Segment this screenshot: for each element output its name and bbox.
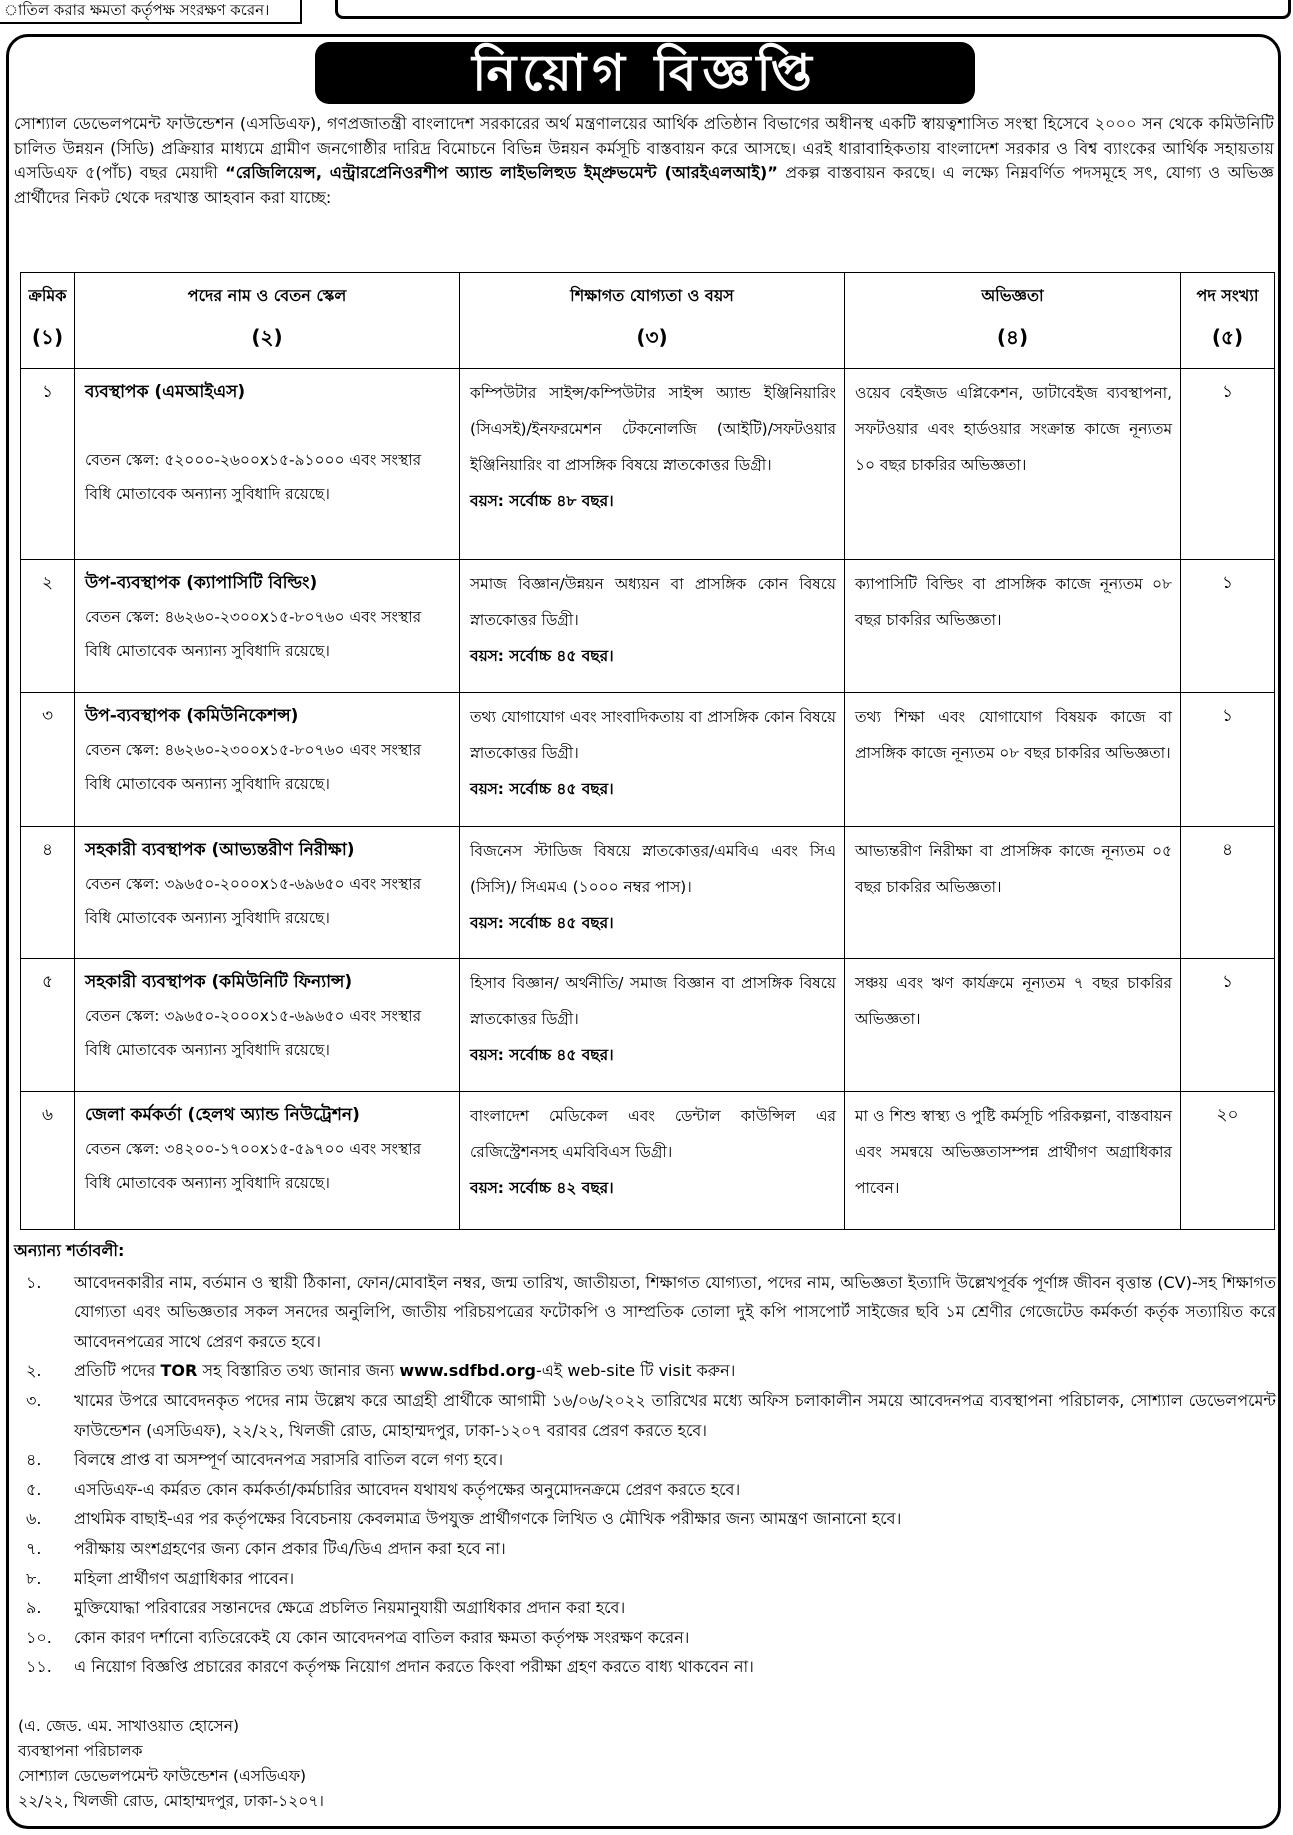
list-item: ৬. প্রাথমিক বাছাই-এর পর কর্তৃপক্ষের বিবেচনায় কেবলমাত্র উপযুক্ত প্রার্থীগণকে লিখিত ও মৌখিক পরীক্ষার জন্য আমন্ত্রণ জানানো হবে। [26,1509,902,1529]
row-post-count: ৪ [1181,826,1275,959]
post-name: ব্যবস্থাপক (এমআইএস) [85,382,246,402]
row-post-cell [75,826,460,959]
row-experience: ওয়েব বেইজড এপ্লিকেশন, ডাটাবেইজ ব্যবস্থাপনা, সফটওয়ার এবং হার্ডওয়ার সংক্রান্ত কাজে নূন্যতম ১০ বছর চাকরির অভিজ্ঞতা। [845,369,1181,560]
pay-scale: বেতন স্কেল: ৩৯৬৫০-২০০০x১৫-৬৯৬৫০ এবং সংস্থার বিধি মোতাবেক অন্যান্য সুবিধাদি রয়েছে। [85,1007,422,1060]
row-experience: সঞ্চয় এবং ঋণ কার্যক্রমে নূন্যতম ৭ বছর চাকরির অভিজ্ঞতা। [845,959,1181,1092]
jobs-table [20,272,1275,1230]
row-serial: ৪ [21,826,75,959]
row-education-cell [460,826,845,959]
clipped-notice-text: াতিল করার ক্ষমতা কর্তৃপক্ষ সংরক্ষণ করেন। [4,1,270,19]
pay-scale: বেতন স্কেল: ৪৬২৬০-২৩০০x১৫-৮০৭৬০ এবং সংস্থার বিধি মোতাবেক অন্যান্য সুবিধাদি রয়েছে। [85,740,422,793]
age-limit: বয়স: সর্বোচ্চ ৪৫ বছর। [470,779,614,798]
list-item: ৫. এসডিএফ-এ কর্মরত কোন কর্মকর্তা/কর্মচারির আবেদন যথাযথ কর্তৃপক্ষের অনুমোদনক্রমে প্রেরণ করতে হবে। [26,1479,741,1499]
list-item: ৪. বিলম্বে প্রাপ্ত বা অসম্পূর্ণ আবেদনপত্র সরাসরি বাতিল বলে গণ্য হবে। [26,1450,504,1470]
list-item: ৭. পরীক্ষায় অংশগ্রহণের জন্য কোন প্রকার টিএ/ডিএ প্রদান করা হবে না। [26,1538,506,1558]
row-serial: ৫ [21,959,75,1092]
row-post-count: ২০ [1181,1092,1275,1230]
header-post: পদের নাম ও বেতন স্কেল (২) [75,273,460,369]
education-text: বিজনেস স্টাডিজ বিষয়ে স্নাতকোত্তর/এমবিএ এবং সিএ (সিসি)/ সিএমএ (১০০০ নম্বর পাস)। [470,841,836,896]
header-education: শিক্ষাগত যোগ্যতা ও বয়স (৩) [460,273,845,369]
terms-list [14,1268,1276,1682]
table-row [21,1092,1275,1230]
table-row [21,560,1275,693]
signatory-address: ২২/২২, খিলজী রোড, মোহাম্মদপুর, ঢাকা-১২০৭। [18,1792,324,1810]
list-item: ৩. খামের উপরে আবেদনকৃত পদের নাম উল্লেখ করে আগ্রহী প্রার্থীকে আগামী ১৬/০৬/২০২২ তারিখের মধ্যে অফিস চলাকালীন সময়ে আবেদনপত্র ব্যবস্থাপনা পরিচালক, সোশ্যাল ডেভেলপমেন্ট ফাউন্ডেশন (এসডিএফ), ২২/২২, খিলজী রোড, মোহাম্মদপুর, ঢাকা-১২০৭ বরাবর প্রেরণ করতে হবে। [26,1390,1276,1440]
row-experience: মা ও শিশু স্বাস্থ্য ও পুষ্টি কর্মসূচি পরিকল্পনা, বাস্তবায়ন এবং সমন্বয়ে অভিজ্ঞতাসম্পন্ন প্রার্থীগণ অগ্রাধিকার পাবেন। [845,1092,1181,1230]
row-serial: ১ [21,369,75,560]
header-serial: ক্রমিক (১) [21,273,75,369]
intro-project-name: “রেজিলিয়েন্স, এন্ট্রারপ্রেনিওরশীপ অ্যান্ড লাইভলিহুড ইম্প্রুভমেন্ট (আরইএলআই)” [225,163,778,183]
row-post-count: ১ [1181,959,1275,1092]
terms-heading: অন্যান্য শর্তাবলী: [14,1241,125,1260]
header-experience: অভিজ্ঞতা (৪) [845,273,1181,369]
row-serial: ২ [21,560,75,693]
list-item: ৮. মহিলা প্রার্থীগণ অগ্রাধিকার পাবেন। [26,1568,295,1588]
list-item: ৯. মুক্তিযোদ্ধা পরিবারের সন্তানদের ক্ষেত্রে প্রচলিত নিয়মানুযায়ী অগ্রাধিকার প্রদান করা হবে। [26,1598,626,1618]
post-name: জেলা কর্মকর্তা (হেলথ অ্যান্ড নিউট্রেশন) [85,1105,360,1126]
pay-scale: বেতন স্কেল: ৫২০০০-২৬০০x১৫-৯১০০০ এবং সংস্থার বিধি মোতাবেক অন্যান্য সুবিধাদি রয়েছে। [85,451,422,503]
clipped-right-box [335,0,1291,19]
title-banner-bg [315,42,975,104]
age-limit: বয়স: সর্বোচ্চ ৪৮ বছর। [470,492,614,510]
age-limit: বয়স: সর্বোচ্চ ৪৫ বছর। [470,913,614,932]
row-education-cell [460,959,845,1092]
row-education-cell [460,1092,845,1230]
title-banner [315,42,975,104]
age-limit: বয়স: সর্বোচ্চ ৪৫ বছর। [470,1046,614,1065]
row-education-cell [460,560,845,693]
table-row [21,826,1275,959]
row-post-count: ১ [1181,692,1275,826]
education-text: তথ্য যোগাযোগ এবং সাংবাদিকতায় বা প্রাসঙ্গিক কোন বিষয়ে স্নাতকোত্তর ডিগ্রী। [470,707,836,762]
post-name: সহকারী ব্যবস্থাপক (কমিউনিটি ফিন্যান্স) [85,972,353,993]
pay-scale: বেতন স্কেল: ৩৪২০০-১৭০০x১৫-৫৯৭০০ এবং সংস্থার বিধি মোতাবেক অন্যান্য সুবিধাদি রয়েছে। [85,1140,422,1193]
education-text: সমাজ বিজ্ঞান/উন্নয়ন অধ্যয়ন বা প্রাসঙ্গিক কোন বিষয়ে স্নাতকোত্তর ডিগ্রী। [470,575,836,630]
website-link[interactable]: www.sdfbd.org [399,1361,536,1381]
table-row [21,959,1275,1092]
age-limit: বয়স: সর্বোচ্চ ৪২ বছর। [470,1179,614,1198]
age-limit: বয়স: সর্বোচ্চ ৪৫ বছর। [470,647,614,666]
row-post-cell [75,1092,460,1230]
post-name: সহকারী ব্যবস্থাপক (আভ্যন্তরীণ নিরীক্ষা) [85,839,355,860]
list-item: ২. প্রতিটি পদের TOR সহ বিস্তারিত তথ্য জানার জন্য www.sdfbd.org-এই web-site টি visit করুন। [26,1361,736,1381]
header-count: পদ সংখ্যা (৫) [1181,273,1275,369]
row-experience: তথ্য শিক্ষা এবং যোগাযোগ বিষয়ক কাজে বা প্রাসঙ্গিক কাজে নূন্যতম ০৮ বছর চাকরির অভিজ্ঞতা। [845,692,1181,826]
row-experience: ক্যাপাসিটি বিল্ডিং বা প্রাসঙ্গিক কাজে নূন্যতম ০৮ বছর চাকরির অভিজ্ঞতা। [845,560,1181,693]
row-post-cell [75,692,460,826]
intro-paragraph [14,112,1274,210]
post-name: উপ-ব্যবস্থাপক (কমিউনিকেশন্স) [85,705,299,726]
row-serial: ৬ [21,1092,75,1230]
pay-scale: বেতন স্কেল: ৩৯৬৫০-২০০০x১৫-৬৯৬৫০ এবং সংস্থার বিধি মোতাবেক অন্যান্য সুবিধাদি রয়েছে। [85,874,422,927]
row-post-cell [75,560,460,693]
table-row [21,369,1275,560]
signatory-name: (এ. জেড. এম. সাখাওয়াত হোসেন) [18,1717,240,1735]
top-clipped-strip [0,0,1293,30]
intro-part1: সোশ্যাল ডেভেলপমেন্ট ফাউন্ডেশন (এসডিএফ), গণপ্রজাতন্ত্রী বাংলাদেশ সরকারের অর্থ মন্ত্রণালয়ের আর্থিক প্রতিষ্ঠান বিভাগের অধীনস্থ একটি স্বায়ত্বশাসিত সংস্থা হিসেবে ২০০০ সন থেকে কমিউনিটি চালিত উন্নয়ন (সিডি) প্রক্রিয়ার মাধ্যমে গ্রামীণ জনগোষ্ঠীর দারিদ্র বিমোচনে বিভিন্ন উন্নয়ন কর্মসূচি বাস্তবায়ন করে আসছে। এরই ধারাবাহিকতায় বাংলাদেশ সরকার ও বিশ্ব ব্যাংকের আর্থিক সহায়তায় এসডিএফ ৫(পাঁচ) বছর মেয়াদী [14,114,1274,183]
education-text: কম্পিউটার সাইন্স/কম্পিউটার সাইন্স অ্যান্ড ইঞ্জিনিয়ারিং (সিএসই)/ইনফরমেশন টেকনোলজি (আইটি)/সফটওয়ার ইঞ্জিনিয়ারিং বা প্রাসঙ্গিক বিষয়ে স্নাতকোত্তর ডিগ্রী। [470,384,836,474]
row-post-cell [75,959,460,1092]
list-item: ১০. কোন কারণ দর্শানো ব্যতিরেকেই যে কোন আবেদনপত্র বাতিল করার ক্ষমতা কর্তৃপক্ষ সংরক্ষণ করেন। [26,1627,690,1647]
post-name: উপ-ব্যবস্থাপক (ক্যাপাসিটি বিল্ডিং) [85,573,318,594]
list-item: ১. আবেদনকারীর নাম, বর্তমান ও স্থায়ী ঠিকানা, ফোন/মোবাইল নম্বর, জন্ম তারিখ, জাতীয়তা, শিক্ষাগত যোগ্যতা, পদের নাম, অভিজ্ঞতা ইত্যাদি উল্লেখপূর্বক পূর্ণাঙ্গ জীবন বৃত্তান্ত (CV)-সহ শিক্ষাগত যোগ্যতা এবং অভিজ্ঞতার সকল সনদের অনুলিপি, জাতীয় পরিচয়পত্রের ফটোকপি ও সাম্প্রতিক তোলা দুই কপি পাসপোর্ট সাইজের ছবি ১ম শ্রেণীর গেজেটেড কর্মকর্তা কর্তৃক সত্যায়িত করে আবেদনপত্রের সাথে প্রেরণ করতে হবে। [26,1272,1276,1351]
list-item: ১১. এ নিয়োগ বিজ্ঞপ্তি প্রচারের কারণে কর্তৃপক্ষ নিয়োগ প্রদান করতে কিংবা পরীক্ষা গ্রহণ করতে বাধ্য থাকবেন না। [26,1657,754,1677]
pay-scale: বেতন স্কেল: ৪৬২৬০-২৩০০x১৫-৮০৭৬০ এবং সংস্থার বিধি মোতাবেক অন্যান্য সুবিধাদি রয়েছে। [85,608,422,661]
row-experience: আভ্যন্তরীণ নিরীক্ষা বা প্রাসঙ্গিক কাজে নূন্যতম ০৫ বছর চাকরির অভিজ্ঞতা। [845,826,1181,959]
row-education-cell [460,369,845,560]
row-post-count: ১ [1181,560,1275,693]
clipped-previous-notice [0,0,302,24]
table-header-row [21,273,1275,369]
signatory-designation: ব্যবস্থাপনা পরিচালক [18,1742,143,1760]
signature-block [18,1714,324,1814]
terms-section [14,1236,1276,1682]
education-text: বাংলাদেশ মেডিকেল এবং ডেন্টাল কাউন্সিল এর রেজিস্ট্রেশনসহ এমবিবিএস ডিগ্রী। [470,1107,836,1162]
education-text: হিসাব বিজ্ঞান/ অর্থনীতি/ সমাজ বিজ্ঞান বা প্রাসঙ্গিক বিষয়ে স্নাতকোত্তর ডিগ্রী। [470,974,836,1029]
table-row [21,692,1275,826]
signatory-org: সোশ্যাল ডেভেলপমেন্ট ফাউন্ডেশন (এসডিএফ) [18,1767,307,1785]
intro-part2: প্রকল্প বাস্তবায়ন করছে। এ লক্ষ্যে নিম্নবর্ণিত পদসমূহে সৎ, যোগ্য ও অভিজ্ঞ প্রার্থীদের নিকট থেকে দরখাস্ত আহবান করা যাচ্ছে: [14,163,1274,207]
row-serial: ৩ [21,692,75,826]
page-title: নিয়োগ বিজ্ঞপ্তি [472,44,818,102]
row-post-count: ১ [1181,369,1275,560]
row-post-cell [75,369,460,560]
row-education-cell [460,692,845,826]
